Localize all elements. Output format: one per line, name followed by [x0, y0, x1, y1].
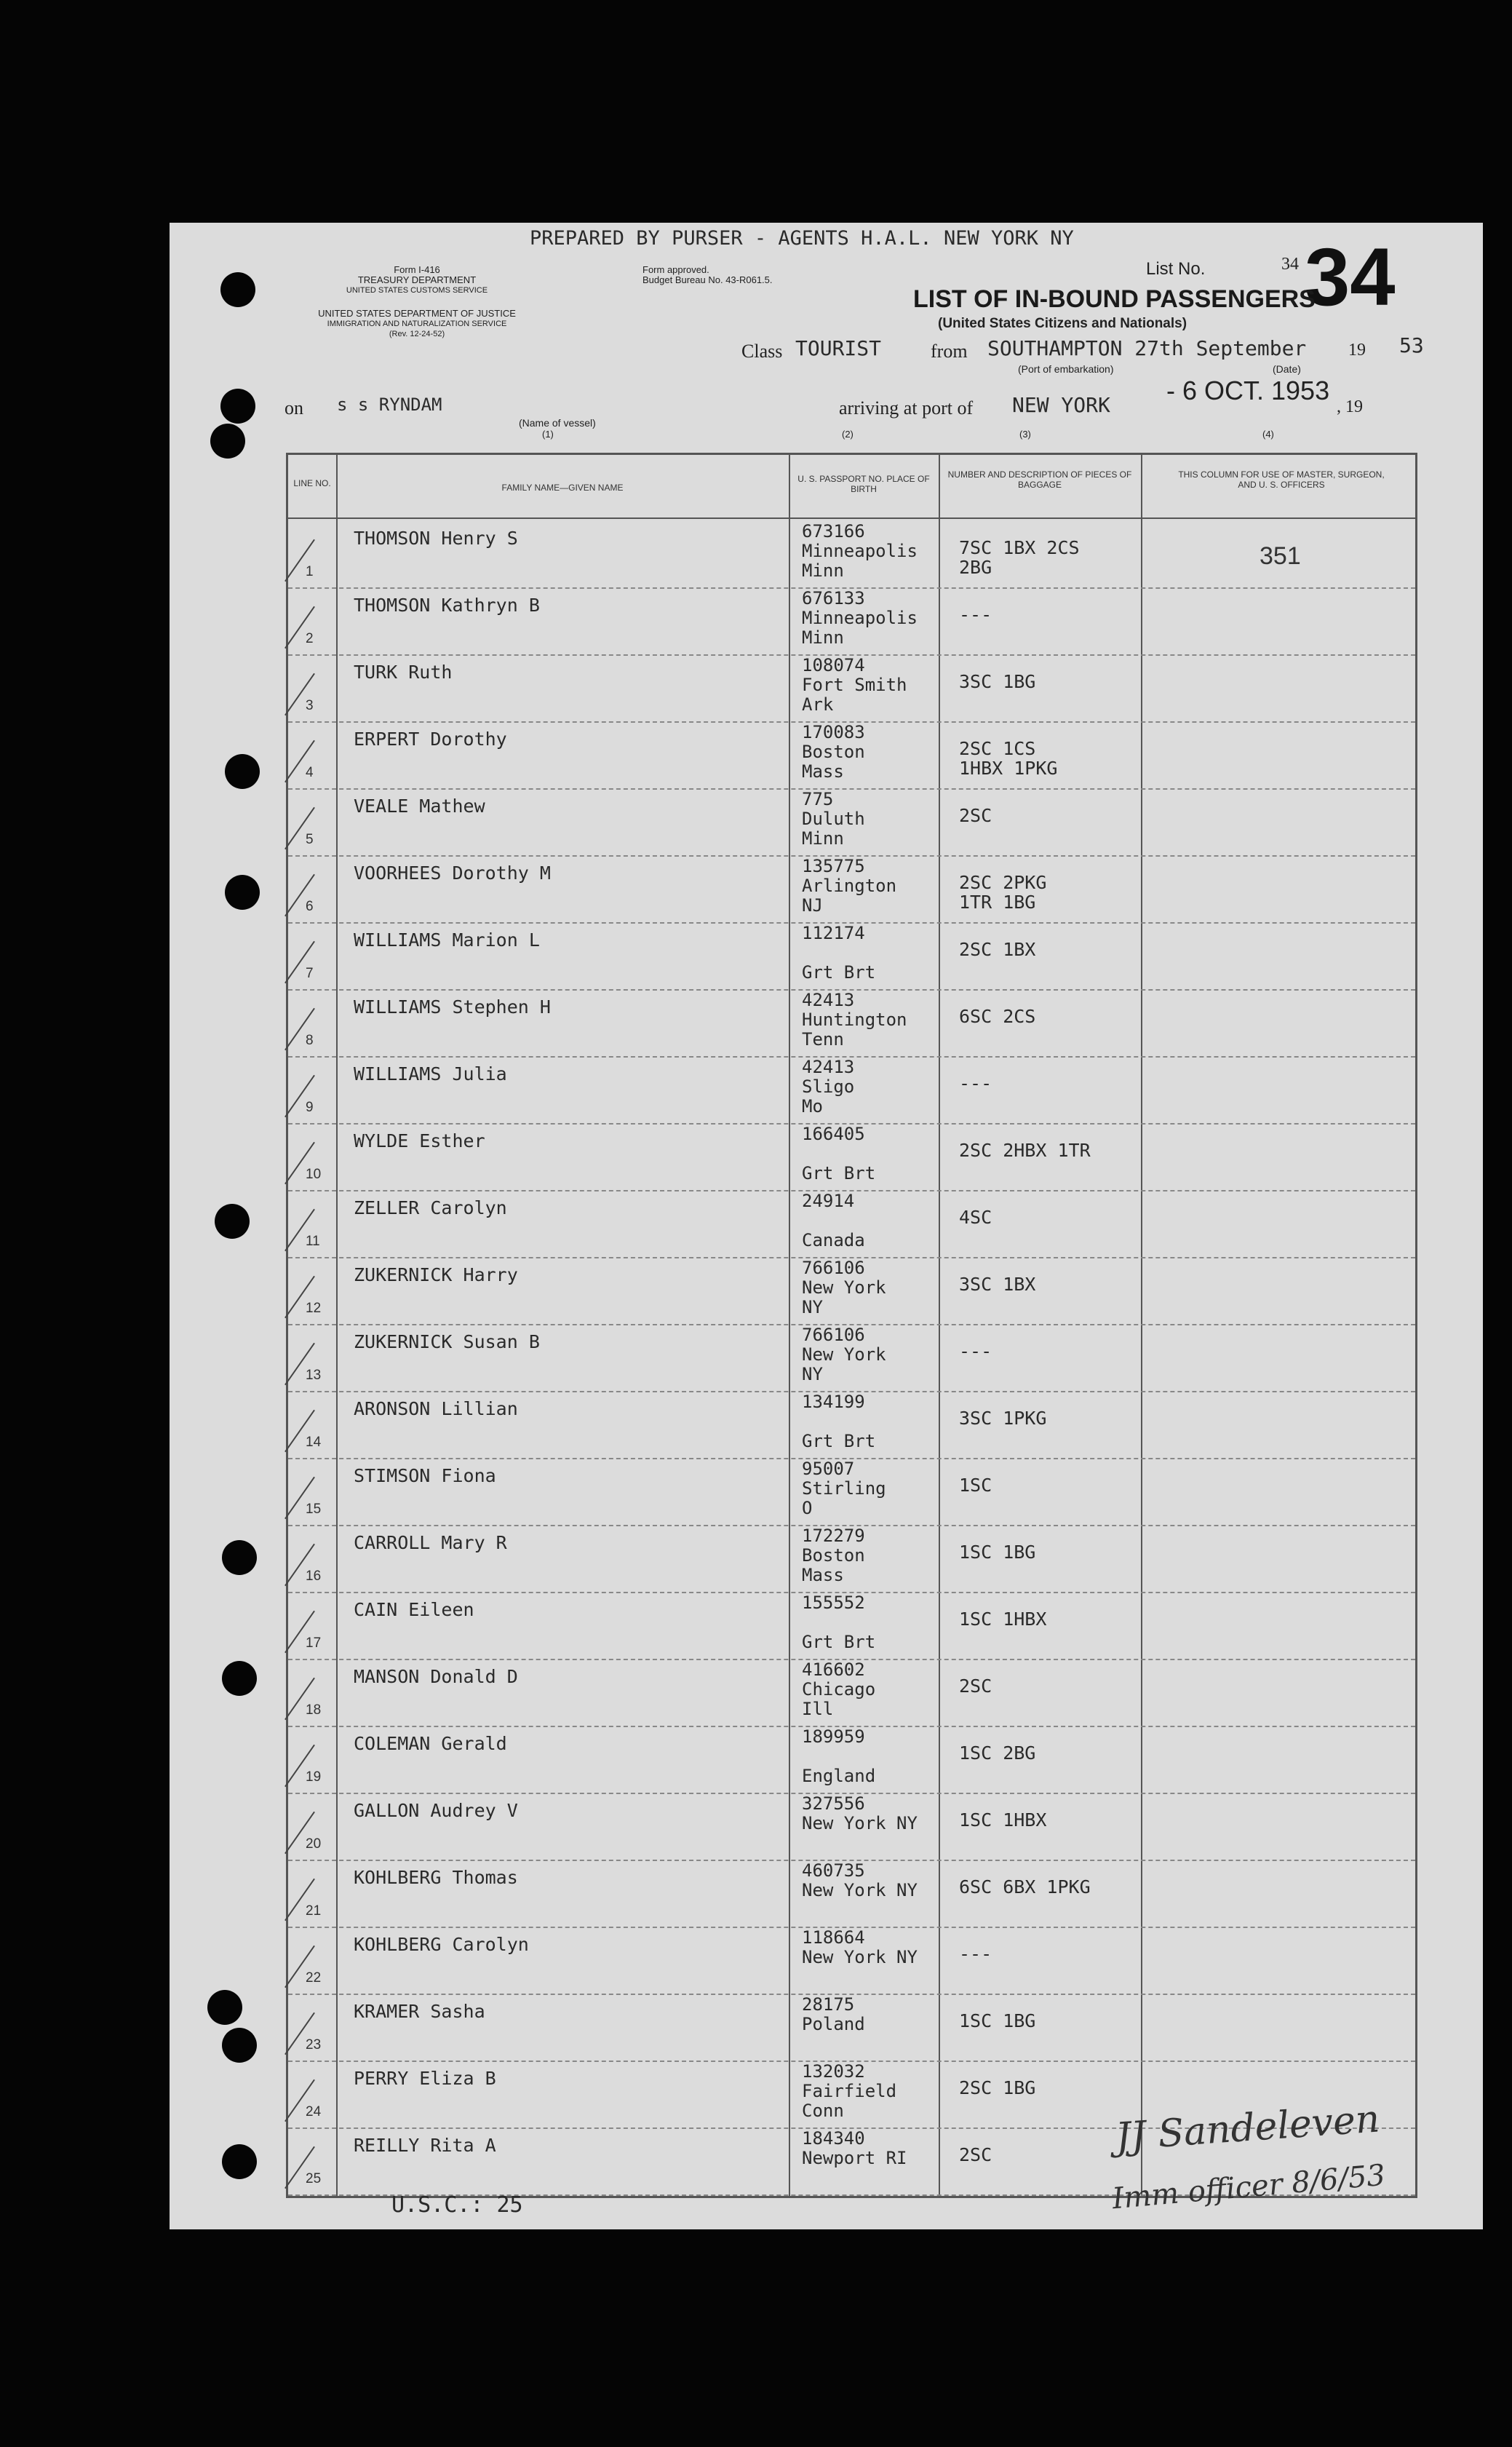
birthplace-line-1: Chicago [802, 1679, 876, 1700]
line-number: 18 [306, 1702, 322, 1718]
passenger-name: ZELLER Carolyn [354, 1197, 507, 1218]
passenger-name: KOHLBERG Carolyn [354, 1934, 529, 1955]
birthplace-line-2: Conn [802, 2101, 844, 2121]
vessel-caption: (Name of vessel) [519, 417, 596, 429]
table-row [288, 1125, 1415, 1191]
customs-service: UNITED STATES CUSTOMS SERVICE [346, 286, 488, 295]
baggage-line-1: 2SC [959, 2144, 992, 2165]
passport-number: 118664 [802, 1927, 865, 1948]
caption-1: (1) [542, 429, 554, 440]
table-row [288, 1995, 1415, 2062]
passenger-name: WILLIAMS Julia [354, 1063, 507, 1084]
passport-number: 460735 [802, 1860, 865, 1881]
table-row [288, 1928, 1415, 1995]
birthplace-line-2: Grt Brt [802, 1632, 876, 1652]
table-row [288, 1258, 1415, 1325]
baggage-line-1: 7SC 1BX 2CS [959, 537, 1080, 558]
list-no-small: 34 [1281, 255, 1299, 274]
passenger-name: CARROLL Mary R [354, 1532, 507, 1553]
line-number: 21 [306, 1903, 322, 1919]
passport-number: 676133 [802, 588, 865, 608]
table-row [288, 1593, 1415, 1660]
passenger-name: CAIN Eileen [354, 1599, 474, 1620]
table-row [288, 924, 1415, 991]
passport-number: 112174 [802, 923, 865, 943]
justice-dept: UNITED STATES DEPARTMENT OF JUSTICE [318, 308, 516, 319]
col-head-officers: THIS COLUMN FOR USE OF MASTER, SURGEON, AND U. S. OFFICERS [1178, 469, 1385, 490]
baggage-line-1: 1SC [959, 1475, 992, 1496]
birthplace-line-1: New York NY [802, 1813, 918, 1833]
vessel-name: s s RYNDAM [337, 394, 442, 415]
arrival-port: NEW YORK [1012, 393, 1110, 417]
passport-number: 416602 [802, 1659, 865, 1680]
passport-number: 172279 [802, 1526, 865, 1546]
baggage-line-1: 2SC 1BG [959, 2077, 1036, 2098]
passenger-name: WILLIAMS Marion L [354, 929, 540, 951]
birthplace-line-2: NY [802, 1364, 823, 1384]
passport-number: 184340 [802, 2128, 865, 2149]
birthplace-line-1: Arlington [802, 876, 897, 896]
punch-hole [222, 2028, 257, 2063]
punch-hole [222, 1540, 257, 1575]
form-id: Form I-416 [394, 264, 440, 275]
baggage-line-1: --- [959, 604, 992, 625]
arrival-year-prefix: , 19 [1337, 397, 1363, 416]
passport-number: 42413 [802, 1057, 855, 1077]
table-row [288, 857, 1415, 924]
passenger-name: WILLIAMS Stephen H [354, 996, 551, 1018]
punch-hole [225, 754, 260, 789]
passport-number: 28175 [802, 1994, 855, 2015]
line-number: 7 [306, 966, 314, 981]
justice-block [279, 309, 555, 339]
birthplace-line-2: NJ [802, 895, 823, 916]
birthplace-line-1: Minneapolis [802, 541, 918, 561]
list-no-big: 34 [1305, 231, 1396, 322]
baggage-line-1: 6SC 2CS [959, 1006, 1036, 1027]
birthplace-line-2: Minn [802, 627, 844, 648]
birthplace-line-2: Mass [802, 761, 844, 782]
document-subtitle: (United States Citizens and Nationals) [938, 316, 1187, 331]
punch-hole [222, 1661, 257, 1696]
col-head-name: FAMILY NAME—GIVEN NAME [501, 483, 624, 493]
header-divider [288, 517, 1415, 519]
birthplace-line-2: Grt Brt [802, 1163, 876, 1183]
col-head-passport: U. S. PASSPORT NO. PLACE OF BIRTH [797, 474, 930, 494]
baggage-line-2: 2BG [959, 557, 992, 578]
birthplace-line-2: Tenn [802, 1029, 844, 1050]
document-title: LIST OF IN-BOUND PASSENGERS [913, 285, 1316, 313]
usc-count: U.S.C.: 25 [391, 2192, 523, 2218]
from-label: from [931, 341, 968, 362]
birthplace-line-1: Newport RI [802, 2148, 907, 2168]
passenger-name: KOHLBERG Thomas [354, 1867, 518, 1888]
baggage-line-2: 1TR 1BG [959, 892, 1036, 913]
birthplace-line-1: Sligo [802, 1076, 855, 1097]
birthplace-line-2: NY [802, 1297, 823, 1317]
prepared-by: PREPARED BY PURSER - AGENTS H.A.L. NEW YORK NY [530, 227, 1074, 250]
line-number: 17 [306, 1635, 322, 1651]
birthplace-line-1: Fairfield [802, 2081, 897, 2101]
punch-hole [220, 272, 255, 307]
passenger-table [286, 453, 1417, 2198]
birthplace-line-1: Stirling [802, 1478, 886, 1499]
birthplace-line-1: Poland [802, 2014, 865, 2034]
birthplace-line-1: Huntington [802, 1010, 907, 1030]
passenger-name: VEALE Mathew [354, 796, 485, 817]
line-number: 3 [306, 698, 314, 713]
form-approved: Form approved. [642, 264, 709, 275]
table-row [288, 1325, 1415, 1392]
line-number: 10 [306, 1167, 322, 1182]
birthplace-line-2: Ark [802, 694, 834, 715]
baggage-line-1: 2SC [959, 1675, 992, 1697]
table-row [288, 790, 1415, 857]
line-number: 1 [306, 564, 314, 579]
table-row [288, 1191, 1415, 1258]
approval-block [642, 265, 773, 285]
table-row [288, 522, 1415, 589]
officer-note: Imm officer 8/6/53 [1110, 2158, 1387, 2216]
table-row [288, 589, 1415, 656]
passport-number: 135775 [802, 856, 865, 876]
table-row [288, 991, 1415, 1058]
baggage-line-1: 2SC 2HBX 1TR [959, 1140, 1091, 1161]
embarkation-value: SOUTHAMPTON 27th September [987, 336, 1307, 360]
baggage-line-1: 3SC 1BG [959, 671, 1036, 692]
arriving-label: arriving at port of [839, 397, 974, 419]
birthplace-line-1: New York [802, 1344, 886, 1365]
passport-number: 766106 [802, 1325, 865, 1345]
passport-number: 327556 [802, 1793, 865, 1814]
birthplace-line-1: Duluth [802, 809, 865, 829]
baggage-line-1: 2SC 2PKG [959, 872, 1047, 893]
line-number: 20 [306, 1836, 322, 1852]
line-number: 11 [306, 1234, 320, 1249]
passenger-name: COLEMAN Gerald [354, 1733, 507, 1754]
on-label: on [285, 397, 303, 419]
birthplace-line-2: Mass [802, 1565, 844, 1585]
birthplace-line-1: Boston [802, 742, 865, 762]
line-number: 15 [306, 1502, 322, 1517]
officer-signature: JJ Sandeleven [1114, 2097, 1382, 2160]
baggage-line-1: 3SC 1BX [959, 1274, 1036, 1295]
baggage-line-1: 2SC 1BX [959, 939, 1036, 960]
caption-3: (3) [1019, 429, 1031, 440]
baggage-line-1: 2SC [959, 805, 992, 826]
baggage-line-1: --- [959, 1341, 992, 1362]
birthplace-line-2: England [802, 1766, 876, 1786]
passenger-name: THOMSON Henry S [354, 528, 518, 549]
passenger-name: STIMSON Fiona [354, 1465, 496, 1486]
baggage-line-1: 6SC 6BX 1PKG [959, 1876, 1091, 1897]
passenger-name: VOORHEES Dorothy M [354, 862, 551, 884]
passenger-name: TURK Ruth [354, 662, 453, 683]
passport-number: 170083 [802, 722, 865, 742]
form-id-block [279, 265, 555, 296]
punch-hole [225, 875, 260, 910]
passport-number: 24914 [802, 1191, 855, 1211]
arrival-date-stamp: - 6 OCT. 1953 [1166, 376, 1330, 405]
passenger-name: THOMSON Kathryn B [354, 595, 540, 616]
passport-number: 673166 [802, 521, 865, 542]
punch-hole [215, 1204, 250, 1239]
caption-2: (2) [842, 429, 854, 440]
budget-bureau: Budget Bureau No. 43-R061.5. [642, 274, 773, 285]
caption-4: (4) [1262, 429, 1274, 440]
passport-number: 189959 [802, 1726, 865, 1747]
table-row [288, 656, 1415, 723]
punch-hole [210, 424, 245, 459]
table-row [288, 1727, 1415, 1794]
birthplace-line-2: Minn [802, 828, 844, 849]
date-caption: (Date) [1273, 363, 1301, 375]
birthplace-line-1: New York NY [802, 1947, 918, 1967]
baggage-line-1: 3SC 1PKG [959, 1408, 1047, 1429]
baggage-line-1: 1SC 1HBX [959, 1809, 1047, 1831]
passport-number: 766106 [802, 1258, 865, 1278]
table-row [288, 1861, 1415, 1928]
line-number: 12 [306, 1301, 322, 1316]
baggage-line-1: 2SC 1CS [959, 738, 1036, 759]
manifest-sheet [170, 223, 1483, 2229]
line-number: 19 [306, 1769, 322, 1785]
passport-number: 42413 [802, 990, 855, 1010]
baggage-line-1: 1SC 1BG [959, 2010, 1036, 2031]
birthplace-line-2: Ill [802, 1699, 834, 1719]
line-number: 2 [306, 631, 314, 646]
table-row [288, 1459, 1415, 1526]
table-row [288, 1058, 1415, 1125]
passport-number: 132032 [802, 2061, 865, 2082]
list-no-label: List No. [1146, 259, 1206, 279]
passport-number: 95007 [802, 1459, 855, 1479]
birthplace-line-1: Fort Smith [802, 675, 907, 695]
baggage-line-1: 1SC 2BG [959, 1742, 1036, 1764]
birthplace-line-1: Minneapolis [802, 608, 918, 628]
passenger-name: ZUKERNICK Susan B [354, 1331, 540, 1352]
birthplace-line-1: Boston [802, 1545, 865, 1566]
year-prefix: 19 [1348, 341, 1366, 360]
passport-number: 775 [802, 789, 834, 809]
line-number: 24 [306, 2104, 322, 2119]
port-caption: (Port of embarkation) [1018, 363, 1114, 375]
passenger-name: GALLON Audrey V [354, 1800, 518, 1821]
birthplace-line-2: Grt Brt [802, 1431, 876, 1451]
table-row [288, 723, 1415, 790]
line-number: 14 [306, 1435, 322, 1450]
line-number: 9 [306, 1100, 314, 1115]
line-number: 23 [306, 2037, 322, 2053]
year-value: 53 [1399, 333, 1424, 357]
punch-hole [222, 2144, 257, 2179]
birthplace-line-2: Canada [802, 1230, 865, 1250]
passenger-name: KRAMER Sasha [354, 2001, 485, 2022]
line-number: 6 [306, 899, 314, 914]
passenger-name: PERRY Eliza B [354, 2068, 496, 2089]
table-row [288, 1392, 1415, 1459]
passport-number: 166405 [802, 1124, 865, 1144]
birthplace-line-1: New York NY [802, 1880, 918, 1900]
punch-hole [207, 1990, 242, 2025]
class-label: Class [741, 341, 783, 362]
passenger-name: ARONSON Lillian [354, 1398, 518, 1419]
officer-note-cell: 351 [1260, 542, 1301, 570]
ins-service: IMMIGRATION AND NATURALIZATION SERVICE [327, 320, 507, 328]
line-number: 22 [306, 1970, 322, 1986]
table-row [288, 1660, 1415, 1727]
birthplace-line-2: Mo [802, 1096, 823, 1117]
col-head-line: LINE NO. [293, 478, 331, 488]
line-number: 4 [306, 765, 314, 780]
birthplace-line-2: Minn [802, 560, 844, 581]
passport-number: 134199 [802, 1392, 865, 1412]
baggage-line-2: 1HBX 1PKG [959, 758, 1058, 779]
line-number: 8 [306, 1033, 314, 1048]
col-head-baggage: NUMBER AND DESCRIPTION OF PIECES OF BAGGAGE [947, 469, 1132, 490]
baggage-line-1: --- [959, 1073, 992, 1094]
class-value: TOURIST [795, 336, 882, 360]
birthplace-line-2: O [802, 1498, 813, 1518]
line-number: 25 [306, 2171, 322, 2186]
punch-hole [220, 389, 255, 424]
baggage-line-1: --- [959, 1943, 992, 1964]
passport-number: 155552 [802, 1593, 865, 1613]
passenger-name: ERPERT Dorothy [354, 729, 507, 750]
passenger-name: WYLDE Esther [354, 1130, 485, 1151]
birthplace-line-1: New York [802, 1277, 886, 1298]
table-row [288, 1794, 1415, 1861]
treasury-dept: TREASURY DEPARTMENT [357, 274, 477, 285]
passenger-name: ZUKERNICK Harry [354, 1264, 518, 1285]
form-revision: (Rev. 12-24-52) [389, 330, 445, 338]
passport-number: 108074 [802, 655, 865, 675]
baggage-line-1: 4SC [959, 1207, 992, 1228]
line-number: 5 [306, 832, 314, 847]
passenger-name: REILLY Rita A [354, 2135, 496, 2156]
baggage-line-1: 1SC 1HBX [959, 1609, 1047, 1630]
table-row [288, 1526, 1415, 1593]
baggage-line-1: 1SC 1BG [959, 1542, 1036, 1563]
line-number: 16 [306, 1568, 322, 1584]
line-number: 13 [306, 1368, 322, 1383]
birthplace-line-2: Grt Brt [802, 962, 876, 983]
passenger-name: MANSON Donald D [354, 1666, 518, 1687]
